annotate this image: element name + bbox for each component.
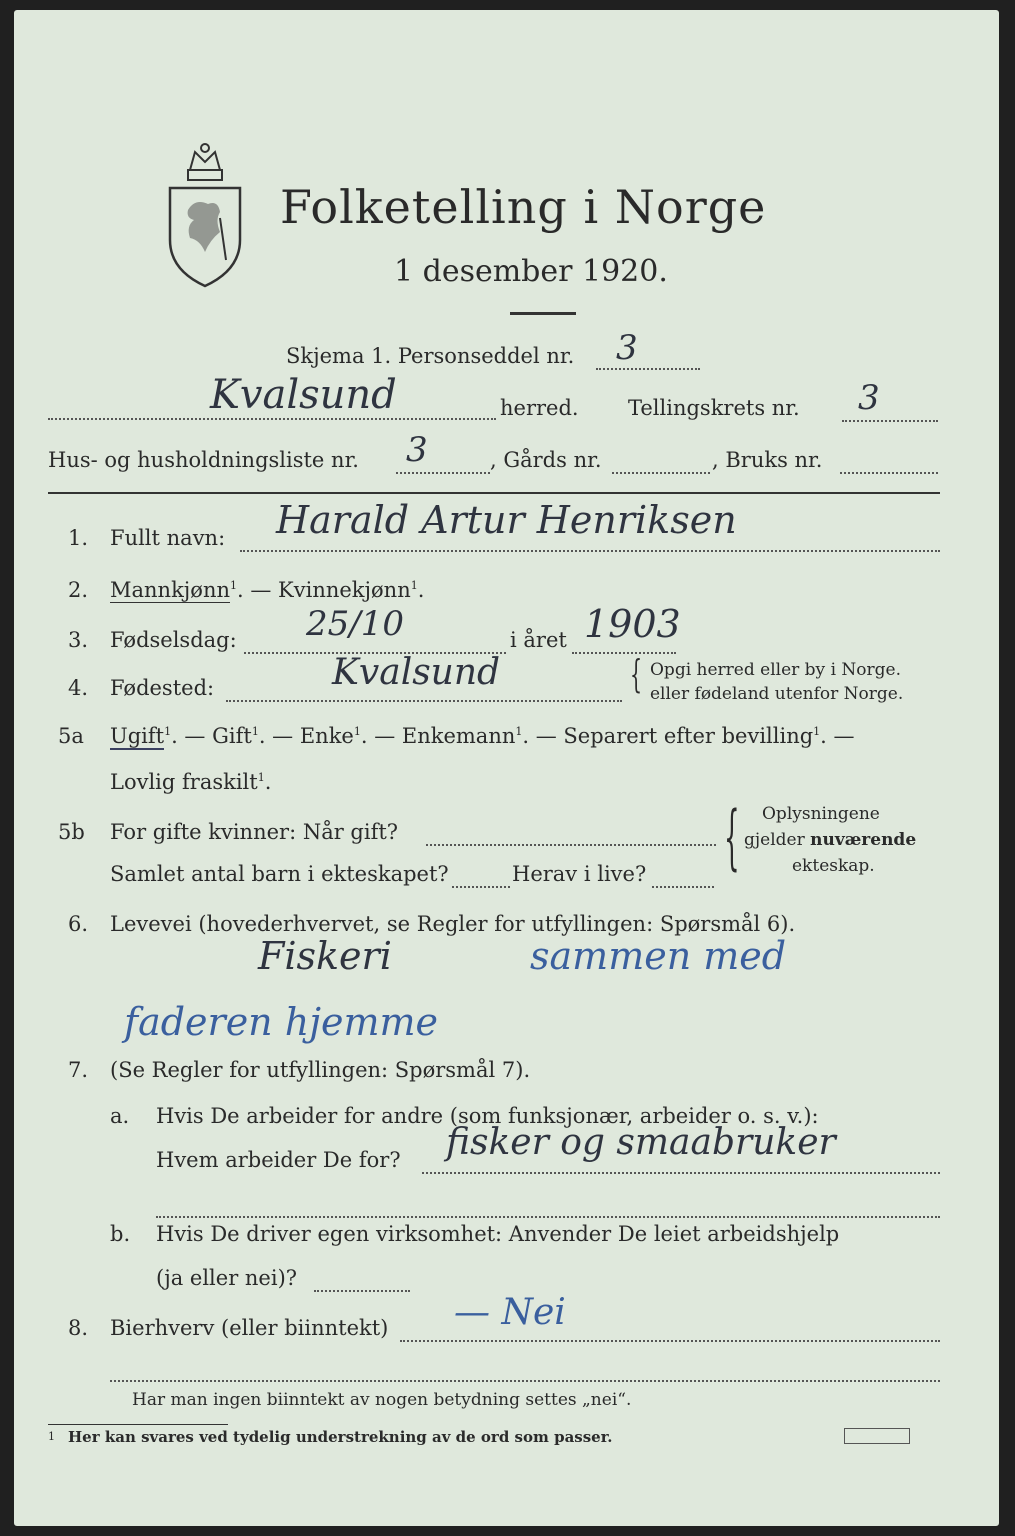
birth-date-value: 25/10 (306, 604, 404, 644)
footnote-number: 1 (48, 1430, 55, 1443)
unmarried-option: Ugift (110, 724, 165, 748)
census-date: 1 desember 1920. (394, 254, 668, 289)
q6-label: Levevei (hovederhvervet, se Regler for utfyllingen: Spørsmål 6). (110, 912, 796, 936)
occupation-value-2: faderen hjemme (124, 1000, 439, 1044)
household-value: 3 (406, 430, 428, 470)
q5a-line2: Lovlig fraskilt$^1$. (110, 770, 272, 794)
q5b-number: 5b (58, 820, 85, 844)
printer-stamp-icon (844, 1428, 910, 1444)
herred-value: Kvalsund (210, 372, 397, 418)
brace-2: { (724, 796, 740, 878)
birth-year-value: 1903 (584, 602, 681, 646)
q5b-note-3: ekteskap. (792, 856, 875, 876)
schema-label: Skjema 1. Personseddel nr. (286, 344, 575, 368)
male-option: Mannkjønn (110, 578, 231, 602)
census-form (14, 10, 999, 1526)
q7b-question: (ja eller nei)? (156, 1266, 298, 1290)
footnote-text: Her kan svares ved tydelig understrekning av de ord som passer. (68, 1428, 613, 1446)
gards-label: , Gårds nr. (490, 448, 602, 472)
q1-label: Fullt navn: (110, 526, 226, 550)
section-rule (48, 492, 940, 494)
tellingskrets-label: Tellingskrets nr. (628, 396, 800, 420)
footer-note: Har man ingen biinntekt av nogen betydning settes „nei“. (132, 1390, 632, 1410)
q7b-text: Hvis De driver egen virksomhet: Anvender De leiet arbeidshjelp (156, 1222, 840, 1246)
household-label: Hus- og husholdningsliste nr. (48, 448, 359, 472)
year-label: i året (510, 628, 567, 652)
q1-number: 1. (68, 526, 89, 550)
footnote-rule (48, 1424, 228, 1425)
q5b-label-3: Herav i live? (512, 862, 647, 886)
q4-label: Fødested: (110, 676, 215, 700)
q6-number: 6. (68, 912, 89, 936)
birthplace-value: Kvalsund (332, 652, 501, 693)
q8-number: 8. (68, 1316, 89, 1340)
q5b-note-1: Oplysningene (762, 804, 880, 824)
female-option: Kvinnekjønn (278, 578, 411, 602)
herred-label: herred. (500, 396, 579, 420)
employer-value: fisker og smaabruker (446, 1122, 836, 1163)
q7b-letter: b. (110, 1222, 131, 1246)
q7-label: (Se Regler for utfyllingen: Spørsmål 7). (110, 1058, 531, 1082)
q7a-letter: a. (110, 1104, 130, 1128)
q3-label: Fødselsdag: (110, 628, 237, 652)
q5a-number: 5a (58, 724, 84, 748)
q5b-note-2: gjelder nuværende (744, 830, 917, 850)
q2-gender: Mannkjønn$^1$. — Kvinnekjønn$^1$. (110, 578, 425, 602)
tellingskrets-value: 3 (858, 378, 880, 418)
brace-1: { (630, 652, 643, 696)
q5a-options: Ugift$^1$. — Gift$^1$. — Enke$^1$. — Enkemann$^1$. — Separert efter bevilling$^1$. — (110, 724, 855, 748)
q5b-label-2: Samlet antal barn i ekteskapet? (110, 862, 449, 886)
q4-note-1: Opgi herred eller by i Norge. (650, 660, 901, 680)
occupation-value-1b: sammen med (530, 934, 787, 978)
q4-number: 4. (68, 676, 89, 700)
q3-number: 3. (68, 628, 89, 652)
title-divider (510, 312, 576, 315)
norway-lion-coat-of-arms-icon (160, 140, 250, 290)
form-title: Folketelling i Norge (280, 180, 767, 234)
q2-number: 2. (68, 578, 89, 602)
q7-number: 7. (68, 1058, 89, 1082)
occupation-value-1a: Fiskeri (258, 934, 392, 978)
full-name-value: Harald Artur Henriksen (276, 498, 737, 542)
q8-label: Bierhverv (eller biinntekt) (110, 1316, 389, 1340)
side-income-value: — Nei (454, 1292, 566, 1333)
schema-value: 3 (616, 328, 638, 368)
q4-note-2: eller fødeland utenfor Norge. (650, 684, 904, 704)
bruks-label: , Bruks nr. (712, 448, 823, 472)
q5b-label-1: For gifte kvinner: Når gift? (110, 820, 399, 844)
q7a-text: Hvis De arbeider for andre (som funksjonær, arbeider o. s. v.): (156, 1104, 819, 1128)
q7a-question: Hvem arbeider De for? (156, 1148, 401, 1172)
